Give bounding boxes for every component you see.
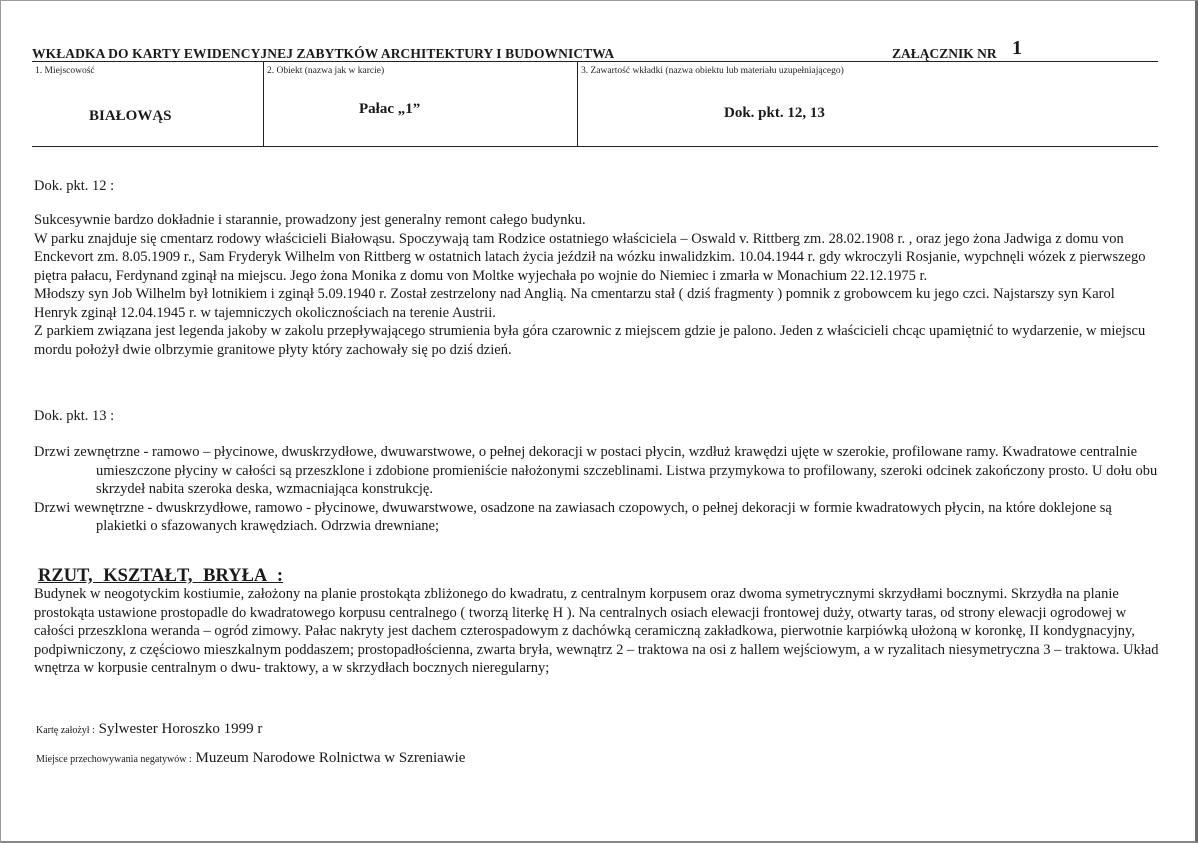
object-value: Pałac „1” <box>359 101 421 117</box>
storage-value: Muzeum Narodowe Rolnictwa w Szreniawie <box>195 750 466 766</box>
author-line <box>36 721 262 738</box>
object-label: 2. Obiekt (nazwa jak w karcie) <box>267 66 385 76</box>
annex-number: 1 <box>1012 37 1022 59</box>
section-13-body <box>34 443 1159 536</box>
storage-line <box>36 750 465 767</box>
section-13-heading: Dok. pkt. 13 : <box>34 408 115 424</box>
section-13-paragraph: Drzwi zewnętrzne - ramowo – płycinowe, dwuskrzydłowe, dwuwarstwowe, o pełnej dekoracji w postaci płycin, wzdłuż krawędzi ujęte w szerokie, profilowane ramy. Kwadratowe centralnie umieszczone płyciny w całości są przeszklone i zdobione promieniście nałożonymi szczeblinami. Listwa przymykowa to profilowany, szeroki odcinek zakończony prosto. U dołu obu skrzydeł nabita szeroka deska, wzmacniająca konstrukcję. <box>34 444 1158 497</box>
locality-value: BIAŁOWĄS <box>89 108 172 124</box>
annex-label: ZAŁĄCZNIK NR <box>892 46 997 61</box>
column-divider <box>577 62 578 146</box>
section-12-paragraph: W parku znajduje się cmentarz rodowy właścicieli Białowąsu. Spoczywają tam Rodzice ostatniego właściciela – Oswald v. Rittberg zm. 28.02.1908 r. , oraz jego żona Jadwiga z domu von Enckevort zm. 8.05.1909 r., Sam Fryderyk Wilhelm von Rittberg w ostatnich latach życia jeździł na wózku inwalidzkim. 10.04.1944 r. gdy wkroczyli Rosjanie, wypchnęli wózek z pierwszego piętra pałacu, Ferdynand zginął na miejscu. Jego żona Monika z domu von Moltke wyjechała po wojnie do Niemiec i zmarła w Monachium 22.12.1975 r. <box>34 230 1146 284</box>
author-value: Sylwester Horoszko 1999 r <box>98 721 263 737</box>
section-12-heading: Dok. pkt. 12 : <box>34 178 115 194</box>
locality-label: 1. Miejscowość <box>35 66 95 76</box>
author-label: Kartę założył : <box>36 725 95 736</box>
contents-value: Dok. pkt. 12, 13 <box>724 105 825 121</box>
section-13-paragraph: Drzwi wewnętrzne - dwuskrzydłowe, ramowo - płycinowe, dwuwarstwowe, osadzone na zawiasach czopowych, o pełnej dekoracji w formie kwadratowych płycin, na które doklejone są plakietki o sfazowanych krawędziach. Odrzwia drewniane; <box>34 499 1112 534</box>
rzut-heading: RZUT, KSZTAŁT, BRYŁA : <box>38 566 284 586</box>
header-top-rule <box>32 61 1158 62</box>
section-12-body <box>34 211 1159 359</box>
rzut-body: Budynek w neogotyckim kostiumie, założony na planie prostokąta zbliżonego do kwadratu, z centralnym korpusem oraz dwoma symetrycznymi skrzydłami bocznymi. Skrzydła na planie prostokąta ustawione prostopadle do kwadratowego korpusu centralnego ( tworzą literkę H ). Na centralnych osiach elewacji frontowej duży, otwarty taras, od strony elewacji ogrodowej w całości przeszklona weranda – ogród zimowy. Pałac nakryty jest dachem czterospadowym z dachówką ceramiczną zakładkowa, pierwotnie karpiówką ułożoną w koronkę, II kondygnacyjny, podpiwniczony, z częściowo mieszkalnym poddaszem; prostopadłościenna, zwarta bryła, wewnątrz 2 – traktowa na osi z hallem wejściowym, a w ryzalitach niesymetryczna 3 – traktowa. Układ wnętrza w korpusie centralnym o dwu- traktowy, a w skrzydłach bocznych nieregularny; <box>34 586 1159 676</box>
column-divider <box>263 62 264 146</box>
storage-label: Miejsce przechowywania negatywów : <box>36 754 192 765</box>
section-12-paragraph: Sukcesywnie bardzo dokładnie i starannie, prowadzony jest generalny remont całego budynku. <box>34 212 586 228</box>
document-title: WKŁADKA DO KARTY EWIDENCYJNEJ ZABYTKÓW ARCHITEKTURY I BUDOWNICTWA <box>32 46 615 61</box>
contents-label: 3. Zawartość wkładki (nazwa obiektu lub materiału uzupełniającego) <box>581 66 844 76</box>
section-12-paragraph: Z parkiem związana jest legenda jakoby w zakolu przepływającego strumienia była góra czarownic z miejscem gdzie je palono. Jeden z właścicieli chcąc upamiętnić to wydarzenie, w miejscu mordu położył dwie olbrzymie granitowe płyty który zachowały się po dziś dzień. <box>34 323 1146 358</box>
header-bottom-rule <box>32 146 1158 147</box>
section-12-paragraph: Młodszy syn Job Wilhelm był lotnikiem i zginął 5.09.1940 r. Został zestrzelony nad Anglią. Na cmentarzu stał ( dziś fragmenty ) pomnik z grobowcem ku jego czci. Najstarszy syn Karol Henryk zginął 12.04.1945 r. w tajemniczych okolicznościach na terenie Austrii. <box>34 286 1115 321</box>
